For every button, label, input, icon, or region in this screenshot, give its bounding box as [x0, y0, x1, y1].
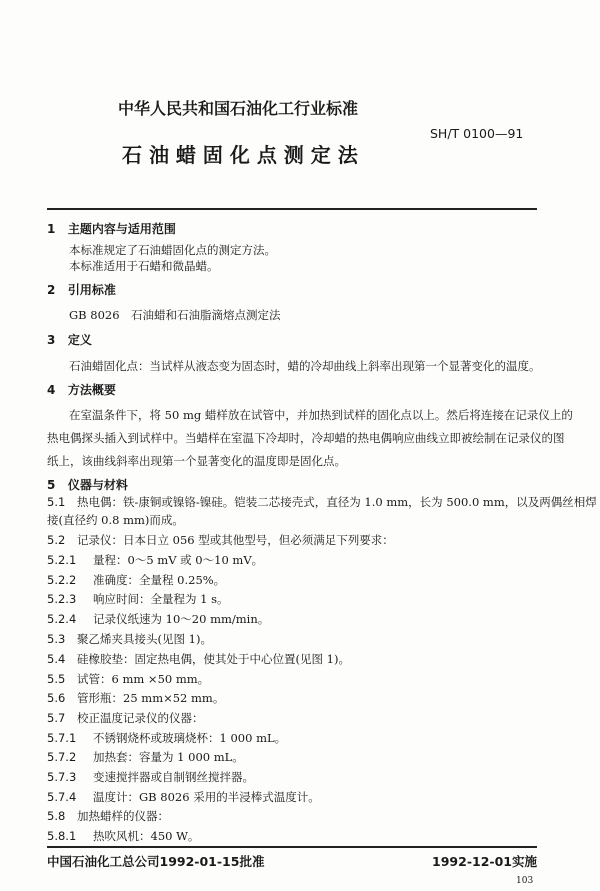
list-item: [47, 691, 224, 705]
item-number: 5.2.1: [47, 553, 77, 567]
summary-line: 热电偶探头插入到试样中。当蜡样在室温下冷却时，冷却蜡的热电偶响应曲线立即被绘制在记录仪的图: [47, 431, 565, 445]
normative-reference: GB 8026 石油蜡和石油脂滴熔点测定法: [69, 308, 281, 322]
item-number: 5.6: [47, 691, 66, 705]
footer-rule: [47, 846, 537, 848]
item-text: 聚乙烯夹具接头(见图 1)。: [77, 632, 212, 646]
list-item: [47, 495, 597, 509]
item-number: 5.2: [47, 533, 66, 547]
section-title: 主题内容与适用范围: [67, 222, 176, 236]
list-item: [47, 790, 320, 804]
item-number: 5.1: [47, 495, 66, 509]
item-number: 5.7.4: [47, 790, 77, 804]
item-text: 准确度：全量程 0.25%。: [93, 573, 226, 587]
list-item: [47, 533, 394, 547]
section-number: 3: [47, 333, 56, 347]
item-number: 5.3: [47, 632, 66, 646]
item-text: 变速搅拌器或自制钢丝搅拌器。: [93, 770, 254, 784]
item-text: 温度计：GB 8026 采用的半浸棒式温度计。: [93, 790, 320, 804]
list-item: [47, 592, 229, 606]
item-text: 响应时间：全量程为 1 s。: [93, 592, 229, 606]
section-1-paragraph: 本标准规定了石油蜡固化点的测定方法。: [69, 243, 276, 257]
item-number: 5.7.1: [47, 731, 77, 745]
item-number: 5.7.3: [47, 770, 77, 784]
summary-line: 纸上，该曲线斜率出现第一个显著变化的温度即是固化点。: [47, 454, 346, 468]
effective-date: 1992-12-01实施: [432, 854, 537, 869]
item-text: 硅橡胶垫：固定热电偶，使其处于中心位置(见图 1)。: [77, 652, 350, 666]
item-text: 接(直径约 0.8 mm)而成。: [47, 513, 184, 527]
item-text: 记录仪：日本日立 056 型或其他型号，但必须满足下列要求：: [77, 533, 394, 547]
section-number: 5: [47, 478, 56, 492]
item-text: 校正温度记录仪的仪器：: [77, 711, 204, 725]
definition-paragraph: 石油蜡固化点：当试样从液态变为固态时，蜡的冷却曲线上斜率出现第一个显著变化的温度。: [69, 359, 541, 373]
section-2-heading: [47, 283, 116, 297]
item-number: 5.2.2: [47, 573, 77, 587]
item-text: 管形瓶：25 mm×52 mm。: [77, 691, 225, 705]
list-item: [47, 672, 209, 686]
page-number: 103: [516, 876, 534, 886]
item-number: 5.7: [47, 711, 66, 725]
list-item: [47, 750, 244, 764]
section-title: 定义: [67, 333, 92, 347]
item-number: 5.2.3: [47, 592, 77, 606]
section-4-heading: [47, 383, 116, 397]
section-number: 1: [47, 222, 56, 236]
list-item: [47, 513, 184, 527]
item-text: 热电偶：铁-康铜或镍铬-镍硅。铠装二芯接壳式，直径为 1.0 mm，长为 500.0 mm，以及两偶丝相焊: [77, 495, 597, 509]
standard-code: SH/T 0100—91: [430, 126, 524, 141]
item-text: 不锈钢烧杯或玻璃烧杯：1 000 mL。: [93, 731, 287, 745]
list-item: [47, 553, 263, 567]
section-title: 仪器与材料: [67, 478, 128, 492]
list-item: [47, 632, 212, 646]
section-1-heading: [47, 222, 176, 236]
list-item: [47, 829, 199, 843]
item-text: 记录仪纸速为 10～20 mm/min。: [93, 612, 270, 626]
approval-date: 中国石油化工总公司1992-01-15批准: [47, 854, 265, 869]
document-title: 石 油 蜡 固 化 点 测 定 法: [122, 143, 358, 167]
section-3-heading: [47, 333, 92, 347]
header-rule: [47, 208, 537, 210]
list-item: [47, 809, 169, 823]
list-item: [47, 711, 204, 725]
item-number: 5.8: [47, 809, 66, 823]
section-5-heading: [47, 478, 128, 492]
item-number: 5.4: [47, 652, 66, 666]
item-text: 热吹风机：450 W。: [93, 829, 200, 843]
list-item: [47, 612, 269, 626]
section-title: 引用标准: [67, 283, 116, 297]
item-text: 量程：0～5 mV 或 0～10 mV。: [93, 553, 264, 567]
list-item: [47, 652, 350, 666]
issuing-authority: 中华人民共和国石油化工行业标准: [118, 99, 359, 118]
section-title: 方法概要: [67, 383, 116, 397]
list-item: [47, 731, 286, 745]
item-text: 试管：6 mm ×50 mm。: [77, 672, 210, 686]
item-number: 5.2.4: [47, 612, 77, 626]
item-number: 5.8.1: [47, 829, 77, 843]
item-text: 加热蜡样的仪器：: [77, 809, 169, 823]
section-1-paragraph: 本标准适用于石蜡和微晶蜡。: [69, 259, 219, 273]
item-number: 5.7.2: [47, 750, 77, 764]
item-text: 加热套：容量为 1 000 mL。: [93, 750, 244, 764]
list-item: [47, 770, 254, 784]
summary-line: 在室温条件下，将 50 mg 蜡样放在试管中，并加热到试样的固化点以上。然后将连接在记录仪上的: [69, 408, 573, 422]
section-number: 4: [47, 383, 56, 397]
section-number: 2: [47, 283, 56, 297]
list-item: [47, 573, 225, 587]
item-number: 5.5: [47, 672, 66, 686]
